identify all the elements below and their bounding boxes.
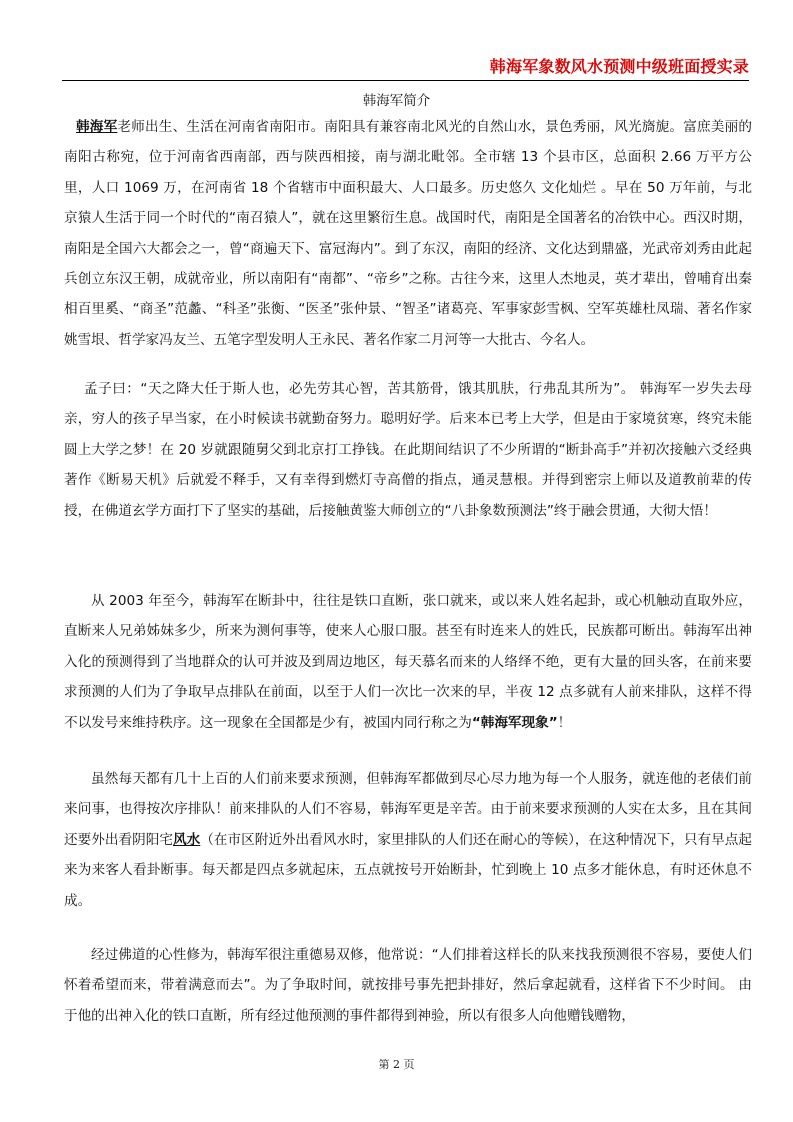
- paragraph-daily-service: [64, 764, 752, 916]
- paragraph-since-2003: [64, 586, 752, 738]
- paragraph-since-2003-tail: ！: [557, 714, 572, 731]
- header-title: 韩海军象数风水预测中级班面授实录: [489, 57, 749, 76]
- paragraph-since-2003-text: 从 2003 年至今，韩海军在断卦中，往往是铁口直断，张口就来，或以来人姓名起卦，或心机触动直取外应，直断来人兄弟姊妹多少，所来为测何事等，使来人心服口服。甚至有时连来人的姓氏，民族都可断出。韩海军出神入化的预测得到了当地群众的认可并波及到周边地区，每天慕名而来的人络绎不绝，更有大量的回头客，在前来要求预测的人们为了争取早点排队在前面，以至于人们一次比一次来的早，半夜 12 点多就有人前来排队，这样不得不以发号来维持秩序。这一现象在全国都是少有，被国内同行称之为: [64, 593, 752, 731]
- header-divider: [62, 80, 749, 81]
- paragraph-daily-service-text-a: 虽然每天都有几十上百的人们前来要求预测，但韩海军都做到尽心尽力地为每一个人服务，就连他的老俵们前来问事，也得按次序排队！前来排队的人们不容易，韩海军更是辛苦。由于前来要求预测的人实在太多，且在其间还要外出看阴阳宅: [64, 771, 752, 848]
- name-lead: 韩海军: [76, 119, 118, 135]
- page-number: 第 2 页: [378, 1058, 415, 1071]
- document-title: 韩海军简介: [362, 93, 431, 109]
- paragraph-mencius: [64, 374, 752, 526]
- paragraph-mencius-text: 孟子曰：“天之降大任于斯人也，必先劳其心智，苦其筋骨，饿其肌肤，行弗乱其所为”。 韩海军一岁失去母亲，穷人的孩子早当家，在小时候读书就勤奋努力。聪明好学。后来本已考上大学，但是由于家境贫寒，终究未能圆上大学之梦！在 20 岁就跟随舅父到北京打工挣钱。在此期间结识了不少所谓的“断卦高手”并初次接触六爻经典著作《断易天机》后就爱不释手，又有幸得到燃灯寺高僧的指点，通灵慧根。并得到密宗上师以及道教前辈的传授，在佛道玄学方面打下了坚实的基础，后接触黄鉴大师创立的“八卦象数预测法”终于融会贯通，大彻大悟！: [64, 381, 752, 519]
- paragraph-intro: [64, 112, 752, 355]
- paragraph-intro-text: 老师出生、生活在河南省南阳市。南阳具有兼容南北风光的自然山水，景色秀丽，风光旖旎。富庶美丽的南阳古称宛，位于河南省西南部，西与陕西相接，南与湖北毗邻。全市辖 13 个县市区，总面积 2.66 万平方公里，人口 1069 万，在河南省 18 个省辖市中面积最大、人口最多。历史悠久 文化灿烂 。早在 50 万年前，与北京猿人生活于同一个时代的“南召猿人”，就在这里繁衍生息。战国时代，南阳是全国著名的冶铁中心。西汉时期，南阳是全国六大都会之一，曾“商遍天下、富冠海内”。到了东汉，南阳的经济、文化达到鼎盛，光武帝刘秀由此起兵创立东汉王朝，成就帝业，所以南阳有“南都”、“帝乡”之称。古往今来，这里人杰地灵，英才辈出，曾哺育出秦相百里奚、“商圣”范蠡、“科圣”张衡、“医圣”张仲景、“智圣”诸葛亮、军事家彭雪枫、空军英雄杜凤瑞、著名作家姚雪垠、哲学家冯友兰、五笔字型发明人王永民、著名作家二月河等一大批古、今名人。: [64, 119, 753, 348]
- phenomenon-highlight: “韩海军现象”: [471, 714, 558, 731]
- paragraph-daily-service-text-b: （在市区附近外出看风水时，家里排队的人们还在耐心的等候），在这种情况下，只有早点起来为来客人看卦断事。每天都是四点多就起床，五点就按号开始断卦，忙到晚上 10 点多才能休息，有时还休息不成。: [64, 831, 753, 909]
- fengshui-link[interactable]: 风水: [173, 831, 201, 848]
- paragraph-cultivation: [64, 940, 752, 1031]
- paragraph-cultivation-text: 经过佛道的心性修为，韩海军很注重德易双修，他常说：“人们排着这样长的队来找我预测很不容易，要使人们怀着希望而来，带着满意而去”。为了争取时间，就按排号事先把卦排好，然后拿起就看，这样省下不少时间。 由于他的出神入化的铁口直断，所有经过他预测的事件都得到神验，所以有很多人向他赠钱赠物，: [64, 947, 752, 1024]
